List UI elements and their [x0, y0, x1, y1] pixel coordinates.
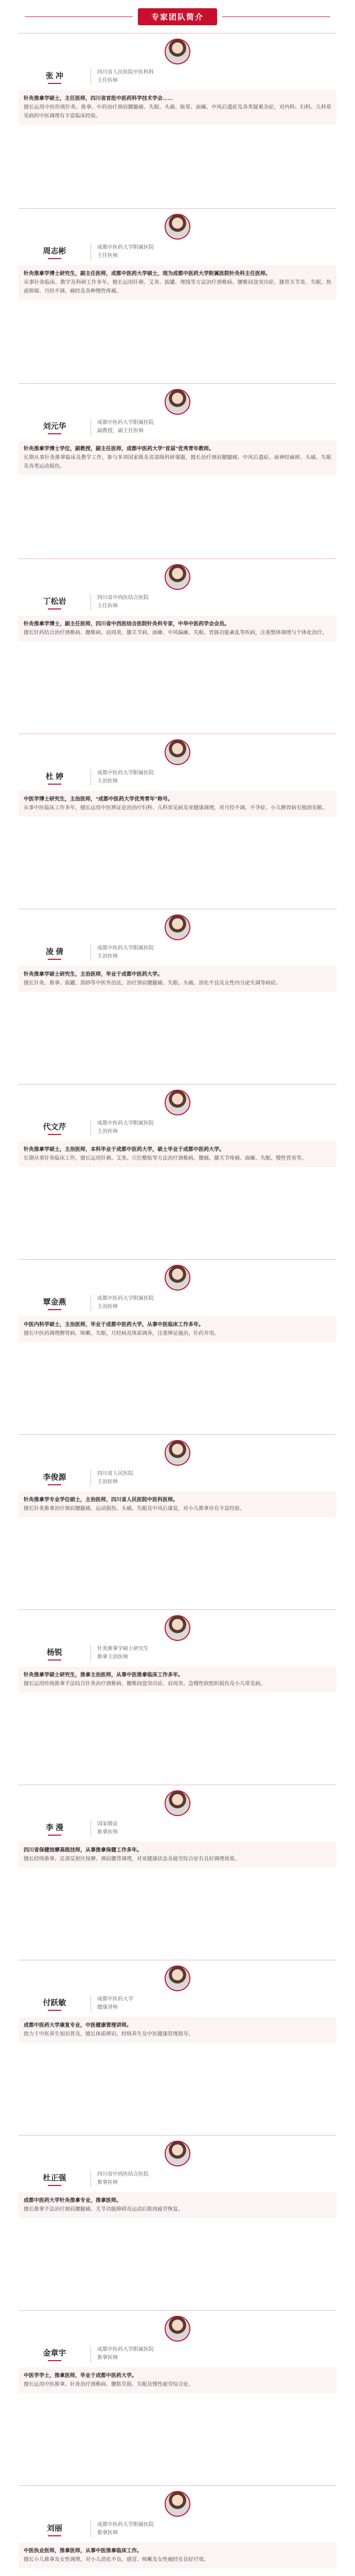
- doctor-name: 覃金燕: [43, 1297, 66, 1307]
- doctor-avatar: [165, 2491, 190, 2517]
- doctor-card: [19, 2310, 336, 2485]
- doctor-title: 主治医师: [97, 1479, 118, 1485]
- doctor-avatar: [165, 564, 190, 590]
- doctor-header: [19, 734, 336, 786]
- doctor-bio: [19, 1842, 336, 1868]
- name-underline: [48, 1134, 61, 1135]
- doctor-hospital: 成都中医药大学附属医院: [97, 1296, 154, 1301]
- doctor-name-box: [19, 1822, 91, 1836]
- doctor-header: [19, 209, 336, 260]
- doctor-name-box: [19, 2522, 91, 2536]
- header-divider-right: [222, 16, 330, 17]
- doctor-name-row: [19, 1470, 336, 1486]
- doctor-bio-lead: 中医执业医师，推拿医师，从事中医推拿临床工作。: [24, 2548, 142, 2554]
- doctor-avatar: [165, 739, 190, 765]
- name-underline: [48, 608, 61, 609]
- doctor-bio-text: 从事针灸临床、教学及科研工作多年，擅长运用针刺、艾灸、拔罐、埋线等方法治疗颈椎病、腰椎间盘突出症、膝骨关节炎、失眠、焦虑抑郁、月经不调、痛经及各种慢性疼痛。: [24, 280, 331, 294]
- doctor-name: 刘元华: [43, 421, 66, 431]
- doctor-hospital: 成都中医药大学附属医院: [97, 2522, 154, 2528]
- doctor-bio-lead: 中医学学士，推拿医师，毕业于成都中医药大学。: [24, 2373, 137, 2379]
- doctor-header: [19, 909, 336, 961]
- doctor-affiliation: [91, 1120, 336, 1136]
- doctor-bio-lead: 针灸推拿学硕士研究生，主治医师，毕业于成都中医药大学。: [24, 972, 163, 977]
- doctor-bio: [19, 265, 336, 300]
- doctor-bio-text: 擅长针灸、推拿、拔罐、刮痧等中医外治法，治疗颈肩腰腿痛、失眠、头痛、消化不良及女性内分泌失调等病症。: [24, 980, 281, 986]
- doctor-bio: [19, 1667, 336, 1692]
- doctor-header: [19, 559, 336, 611]
- doctor-name-row: [19, 2521, 336, 2537]
- doctor-avatar: [165, 39, 190, 64]
- doctor-bio: [19, 2543, 336, 2568]
- doctor-name-box: [19, 1997, 91, 2011]
- doctor-header: [19, 1084, 336, 1136]
- doctor-name-row: [19, 69, 336, 85]
- doctor-name-box: [19, 596, 91, 609]
- doctor-avatar: [165, 214, 190, 240]
- doctor-card: [19, 1434, 336, 1609]
- doctor-avatar: [165, 1265, 190, 1291]
- doctor-hospital: 成都中医药大学附属医院: [97, 1121, 154, 1126]
- doctor-affiliation: [91, 1645, 336, 1662]
- doctor-title: 推拿主治医师: [97, 1654, 128, 1660]
- doctor-list: [19, 33, 336, 2576]
- doctor-bio: [19, 90, 336, 125]
- doctor-card: [19, 208, 336, 383]
- name-underline: [48, 2185, 61, 2186]
- name-underline: [48, 433, 61, 434]
- doctor-hospital: 国家级证: [97, 1821, 118, 1827]
- doctor-bio-lead: 四川省保健按摩高级技师，从事推拿保健工作多年。: [24, 1848, 142, 1853]
- doctor-bio-lead: 成都中医药大学针灸推拿专业，推拿医师。: [24, 2198, 121, 2204]
- doctor-bio-text: 擅长运用中医推拿、针灸治疗颈椎病、腰肌劳损、失眠及慢性疲劳综合征。: [24, 2382, 193, 2387]
- doctor-bio-lead: 针灸推拿学硕士，主治医师，本科毕业于成都中医药大学，硕士毕业于成都中医药大学。: [24, 1147, 224, 1153]
- doctor-title: 推拿医师: [97, 1829, 118, 1835]
- name-underline: [48, 959, 61, 960]
- doctor-bio: [19, 1492, 336, 1517]
- doctor-avatar: [165, 1965, 190, 1991]
- doctor-name: 周志彬: [43, 246, 66, 256]
- doctor-name-box: [19, 1471, 91, 1485]
- doctor-name-row: [19, 1820, 336, 1837]
- doctor-name-box: [19, 1647, 91, 1660]
- doctor-bio-lead: 针灸推拿学博士学位，副教授，副主任医师，成都中医药大学“首届”优秀青年教师。: [24, 446, 214, 452]
- doctor-name: 金章宇: [43, 2348, 66, 2358]
- doctor-name-box: [19, 420, 91, 434]
- doctor-bio-lead: 针灸推拿学硕士研究生，推拿主治医师，从事中医推拿临床工作多年。: [24, 1672, 183, 1678]
- doctor-bio: [19, 791, 336, 817]
- doctor-hospital: 四川省人民医院中医科科: [97, 70, 154, 75]
- doctor-bio: [19, 966, 336, 992]
- doctor-name-box: [19, 2347, 91, 2361]
- doctor-title: 健康讲师: [97, 2005, 118, 2010]
- name-underline: [48, 784, 61, 785]
- doctor-bio-lead: 针灸推拿学博士研究生，副主任医师，成都中医药大学硕士，现为成都中医药大学附属医院针灸科主任医师。: [24, 271, 271, 277]
- doctor-card: [19, 1084, 336, 1259]
- doctor-name-row: [19, 944, 336, 961]
- section-header: [19, 0, 336, 33]
- doctor-bio-text: 擅长小儿推拿及女性调理，对小儿消化不良、感冒、咳嗽及女性痛经有良好疗效。: [24, 2557, 209, 2563]
- doctor-title: 推拿医师: [97, 2355, 118, 2361]
- doctor-name-row: [19, 1645, 336, 1662]
- name-underline: [48, 83, 61, 84]
- doctor-name: 杨锐: [46, 1648, 62, 1657]
- doctor-hospital: 成都中医药大学附属医院: [97, 245, 154, 250]
- doctor-header: [19, 2311, 336, 2362]
- doctor-bio-lead: 中医内科学硕士，主治医师，毕业于成都中医药大学，从事中医临床工作多年。: [24, 1322, 204, 1328]
- doctor-name-row: [19, 2171, 336, 2187]
- doctor-name: 丁松岩: [43, 597, 66, 606]
- section-title-text: 专家团队简介: [151, 12, 204, 22]
- doctor-name: 张 冲: [45, 71, 64, 80]
- doctor-hospital: 四川省中西医结合医院: [97, 595, 149, 601]
- doctor-name-box: [19, 70, 91, 84]
- name-underline: [48, 1835, 61, 1836]
- doctor-bio-text: 擅长经络推拿、足部反射区按摩、颈肩腰背调理，对亚健康状态及疲劳综合征有良好调理效果。: [24, 1856, 240, 1862]
- doctor-affiliation: [91, 769, 336, 786]
- doctor-card: [19, 1609, 336, 1785]
- doctor-affiliation: [91, 1995, 336, 2012]
- doctor-avatar: [165, 1615, 190, 1641]
- doctor-name: 杜 婷: [45, 772, 64, 781]
- doctor-affiliation: [91, 1470, 336, 1486]
- doctor-card: [19, 1960, 336, 2135]
- doctor-name-row: [19, 244, 336, 260]
- doctor-hospital: 四川省中西医结合医院: [97, 2172, 149, 2177]
- doctor-hospital: 针灸推拿学硕士研究生: [97, 1646, 149, 1652]
- doctor-bio: [19, 440, 336, 475]
- doctor-hospital: 成都中医药大学附属医院: [97, 770, 154, 776]
- doctor-bio-lead: 中医学博士研究生，主治医师，“成都中医药大学优秀青年”称号。: [24, 796, 173, 802]
- doctor-affiliation: [91, 244, 336, 260]
- doctor-name-row: [19, 1120, 336, 1136]
- doctor-bio-text: 擅长针灸推拿治疗颈肩腰腿痛、运动损伤、头痛、失眠及中风后康复，对小儿推拿亦有丰富经验。: [24, 1506, 245, 1512]
- doctor-bio-text: 长期从事针灸临床工作，擅长运用针刺、艾灸、穴位敷贴等方法治疗颈椎病、腰痛、膝关节疼痛、面瘫、失眠、慢性胃炎等。: [24, 1156, 307, 1161]
- doctor-card: [19, 33, 336, 208]
- doctor-name-box: [19, 1121, 91, 1135]
- doctor-bio: [19, 1316, 336, 1342]
- doctor-bio: [19, 2367, 336, 2393]
- doctor-card: [19, 2135, 336, 2310]
- doctor-avatar: [165, 2141, 190, 2166]
- doctor-header: [19, 1785, 336, 1837]
- doctor-avatar: [165, 1790, 190, 1816]
- doctor-card: [19, 734, 336, 909]
- doctor-card: [19, 383, 336, 558]
- doctor-header: [19, 2136, 336, 2187]
- doctor-bio-text: 从事中医临床工作多年，擅长运用中医辨证论治治疗妇科、儿科常见病及亚健康调理，对月经不调、不孕症、小儿脾胃病有独到见解。: [24, 805, 327, 811]
- doctor-title: 推拿医师: [97, 2530, 118, 2536]
- doctor-bio: [19, 2192, 336, 2218]
- name-underline: [48, 1484, 61, 1485]
- doctor-bio: [19, 2017, 336, 2043]
- doctor-avatar: [165, 914, 190, 940]
- doctor-affiliation: [91, 69, 336, 85]
- doctor-header: [19, 384, 336, 435]
- doctor-name: 刘丽: [46, 2523, 62, 2533]
- doctor-avatar: [165, 389, 190, 415]
- doctor-name-box: [19, 771, 91, 785]
- doctor-title: 主治医师: [97, 1304, 118, 1310]
- doctor-hospital: 成都中医药大学附属医院: [97, 420, 154, 426]
- doctor-hospital: 成都中医药大学附属医院: [97, 945, 154, 951]
- doctor-header: [19, 1960, 336, 2012]
- doctor-card: [19, 558, 336, 734]
- doctor-title: 主治医师: [97, 954, 118, 959]
- doctor-name-box: [19, 245, 91, 259]
- doctor-header: [19, 1610, 336, 1662]
- doctor-affiliation: [91, 1820, 336, 1837]
- doctor-name-row: [19, 1995, 336, 2012]
- doctor-card: [19, 909, 336, 1084]
- doctor-card: [19, 2485, 336, 2576]
- doctor-title: 推拿医师: [97, 2180, 118, 2185]
- doctor-bio-text: 致力于中医养生知识普及，擅长体质辨识、经络养生及中医健康管理指导。: [24, 2031, 193, 2037]
- doctor-card: [19, 1785, 336, 1960]
- doctor-affiliation: [91, 2521, 336, 2537]
- doctor-bio: [19, 1141, 336, 1167]
- doctor-name-row: [19, 1295, 336, 1311]
- section-title: [138, 8, 217, 25]
- doctor-bio-text: 长期从事针灸推拿临床及教学工作，参与多项国家级及省部级科研课题，擅长治疗颈肩腰腿痛、中风后遗症、面神经麻痹、头痛、失眠及各类运动损伤。: [24, 455, 331, 469]
- doctor-bio-text: 擅长针药结合治疗颈椎病、腰椎病、肩周炎、膝关节病、面瘫、中风偏瘫、失眠、胃肠功能紊乱等疾病，注重整体调理与个体化治疗。: [24, 630, 327, 636]
- doctor-bio-text: 擅长运用中医传统针灸、推拿、中药治疗颈肩腰腿痛、失眠、头痛、眩晕、面瘫、中风后遗症及各类疑难杂症，对内科、妇科、儿科常见病的中医调理有丰富临床经验。: [24, 105, 331, 119]
- doctor-affiliation: [91, 2171, 336, 2187]
- doctor-affiliation: [91, 944, 336, 961]
- doctor-header: [19, 33, 336, 85]
- doctor-header: [19, 1260, 336, 1311]
- doctor-name: 凌 倩: [45, 947, 64, 956]
- doctor-title: 主任医师: [97, 78, 118, 83]
- name-underline: [48, 1659, 61, 1660]
- doctor-name: 代文芹: [43, 1122, 66, 1131]
- doctor-title: 主任医师: [97, 603, 118, 609]
- doctor-name-row: [19, 769, 336, 786]
- name-underline: [48, 1309, 61, 1310]
- doctor-bio-lead: 成都中医药大学康复专业，中医健康管理讲师。: [24, 2023, 132, 2028]
- doctor-bio-lead: 针灸推拿学硕士，主任医师，四川省首批中医药科学技术学会……: [24, 96, 173, 101]
- doctor-hospital: 成都中医药大学附属医院: [97, 2347, 154, 2352]
- doctor-affiliation: [91, 2346, 336, 2362]
- doctor-header: [19, 2486, 336, 2537]
- doctor-name-box: [19, 2172, 91, 2186]
- doctor-card: [19, 1259, 336, 1434]
- doctor-affiliation: [91, 594, 336, 611]
- doctor-bio: [19, 616, 336, 641]
- doctor-name: 杜正强: [43, 2173, 66, 2182]
- doctor-title: 主任医师: [97, 253, 118, 259]
- doctor-bio-lead: 针灸推拿学专业学位硕士，主治医师，四川省人民医院中医科医师。: [24, 1497, 178, 1503]
- name-underline: [48, 2360, 61, 2361]
- doctor-name: 李俊源: [43, 1472, 66, 1482]
- doctor-hospital: 四川省人民医院: [97, 1471, 133, 1477]
- doctor-name-box: [19, 1296, 91, 1310]
- doctor-affiliation: [91, 1295, 336, 1311]
- name-underline: [48, 2535, 61, 2536]
- doctor-title: 主治医师: [97, 1129, 118, 1134]
- doctor-bio-text: 擅长运用传统推拿手法结合针灸治疗颈椎病、腰椎间盘突出症、肩周炎、急慢性软组织损伤及小儿常见病。: [24, 1681, 265, 1687]
- header-divider-left: [25, 16, 133, 17]
- doctor-bio-text: 擅长中医药调理脾胃病、咳嗽、失眠、月经病及体质调养，注重辨证施治，针药并用。: [24, 1331, 219, 1336]
- doctor-avatar: [165, 1090, 190, 1115]
- doctor-title: 主治医师: [97, 778, 118, 784]
- doctor-name-box: [19, 946, 91, 960]
- doctor-bio-lead: 针灸推拿学博士，副主任医师，四川省中西医结合医院针灸科专家，中华中医药学会会员。: [24, 621, 229, 627]
- doctor-name: 付跃敏: [43, 1998, 66, 2007]
- doctor-avatar: [165, 2316, 190, 2342]
- doctor-name: 李 漫: [45, 1823, 64, 1832]
- doctor-bio-text: 擅长推拿手法治疗颈肩腰腿痛、关节功能障碍及运动后肌肉疲劳恢复。: [24, 2207, 183, 2212]
- doctor-name-row: [19, 594, 336, 611]
- doctor-title: 副教授，副主任医师: [97, 428, 144, 434]
- doctor-name-row: [19, 2346, 336, 2362]
- name-underline: [48, 2010, 61, 2011]
- doctor-name-row: [19, 419, 336, 435]
- doctor-header: [19, 1435, 336, 1486]
- doctor-hospital: 成都中医药大学: [97, 1996, 133, 2002]
- doctor-avatar: [165, 1440, 190, 1466]
- doctor-affiliation: [91, 419, 336, 435]
- name-underline: [48, 258, 61, 259]
